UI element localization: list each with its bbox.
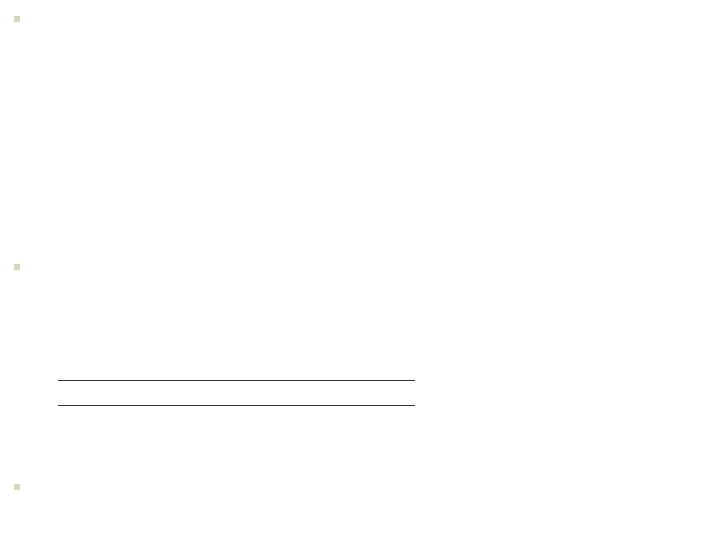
bullet-marker: [14, 16, 20, 22]
slide-bullet-markers: [14, 4, 28, 524]
scanned-document: [50, 0, 425, 520]
running-head-rule: [58, 405, 415, 406]
page-separator: [58, 380, 415, 381]
bullet-marker: [14, 484, 20, 490]
bullet-marker: [14, 264, 20, 270]
